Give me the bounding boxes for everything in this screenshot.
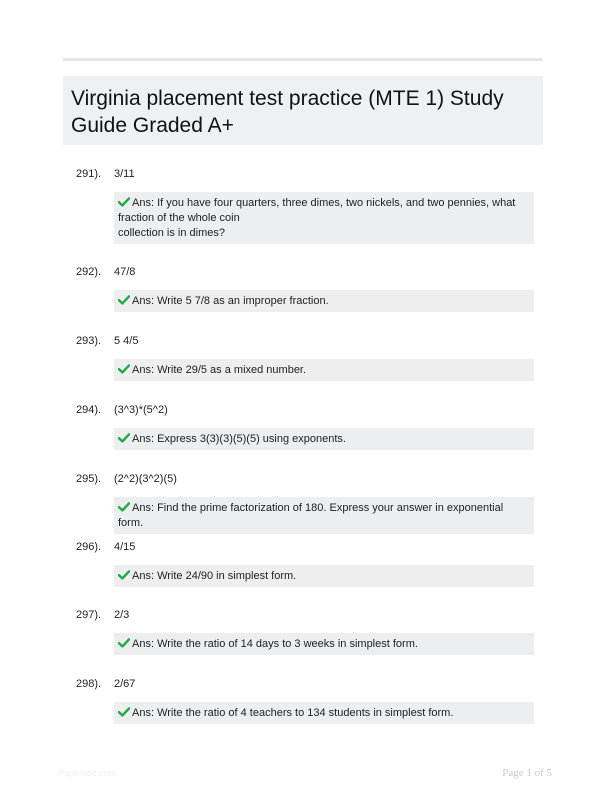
answer-box [114, 497, 534, 534]
checkmark-icon [118, 364, 130, 374]
title-banner [63, 76, 543, 145]
answer-box [114, 702, 534, 724]
question-answer-value: 3/11 [114, 168, 135, 180]
checkmark-icon [118, 433, 130, 443]
question-answer-value: (3^3)*(5^2) [114, 404, 168, 416]
question-number: 296). [76, 541, 102, 553]
question-number: 291). [76, 168, 102, 180]
answer-box [114, 192, 534, 244]
header-divider [63, 58, 543, 61]
question-answer-value: 5 4/5 [114, 335, 139, 347]
question-number: 295). [76, 473, 102, 485]
checkmark-icon [118, 638, 130, 648]
answer-text-continued: collection is in dimes? [118, 227, 225, 239]
checkmark-icon [118, 570, 130, 580]
answer-box [114, 359, 534, 381]
answer-text: Ans: Express 3(3)(3)(5)(5) using exponents. [132, 433, 346, 445]
checkmark-icon [118, 197, 130, 207]
answer-box [114, 633, 534, 655]
question-number: 294). [76, 404, 102, 416]
answer-text: Ans: Write 5 7/8 as an improper fraction. [132, 295, 329, 307]
question-answer-value: (2^2)(3^2)(5) [114, 473, 177, 485]
page-indicator: Page 1 of 5 [502, 767, 552, 779]
answer-text: Ans: Find the prime factorization of 180. Express your answer in exponential form. [118, 502, 504, 529]
footer-site: Paperbbc.com [58, 768, 117, 778]
question-number: 298). [76, 678, 102, 690]
answer-box [114, 565, 534, 587]
checkmark-icon [118, 707, 130, 717]
question-number: 297). [76, 609, 102, 621]
checkmark-icon [118, 502, 130, 512]
answer-box [114, 428, 534, 450]
answer-text: Ans: Write 29/5 as a mixed number. [132, 364, 307, 376]
question-answer-value: 4/15 [114, 541, 136, 553]
question-number: 293). [76, 335, 102, 347]
answer-text: Ans: If you have four quarters, three dimes, two nickels, and two pennies, what fraction of the whole coin [118, 197, 516, 224]
question-answer-value: 47/8 [114, 266, 136, 278]
answer-text: Ans: Write the ratio of 4 teachers to 134 students in simplest form. [132, 707, 454, 719]
question-answer-value: 2/67 [114, 678, 136, 690]
checkmark-icon [118, 295, 130, 305]
answer-text: Ans: Write 24/90 in simplest form. [132, 570, 297, 582]
answer-text: Ans: Write the ratio of 14 days to 3 weeks in simplest form. [132, 638, 418, 650]
answer-box [114, 290, 534, 312]
page-title: Virginia placement test practice (MTE 1) Study Guide Graded A+ [71, 87, 504, 137]
question-number: 292). [76, 266, 102, 278]
question-answer-value: 2/3 [114, 609, 130, 621]
